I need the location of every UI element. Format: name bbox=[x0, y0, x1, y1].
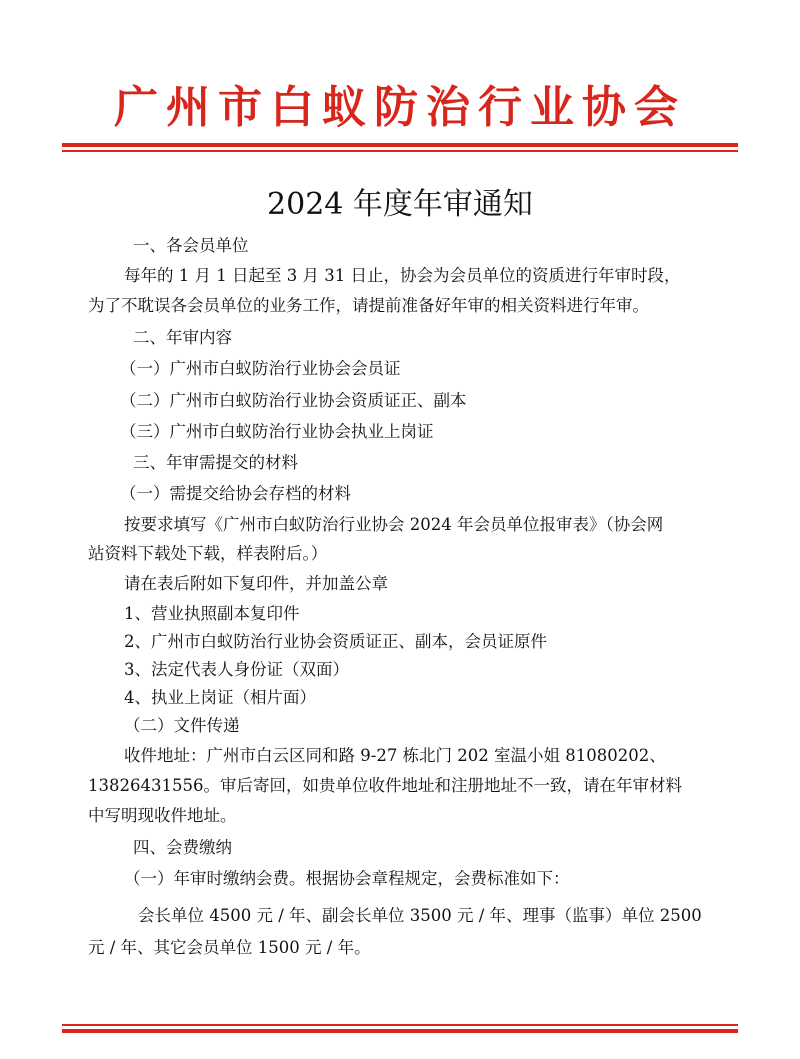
section-3-list-item-1: 1、营业执照副本复印件 bbox=[124, 604, 300, 623]
section-3-list-item-3: 3、法定代表人身份证（双面） bbox=[124, 660, 349, 679]
footer-rule-thick bbox=[62, 1029, 738, 1033]
section-4-fee-line-2: 元 / 年、其它会员单位 1500 元 / 年。 bbox=[88, 938, 371, 957]
section-3-list-item-2: 2、广州市白蚁防治行业协会资质证正、副本，会员证原件 bbox=[124, 632, 547, 651]
section-4-subheading-1: （一）年审时缴纳会费。根据协会章程规定，会费标准如下： bbox=[124, 869, 570, 888]
notice-title: 2024 年度年审通知 bbox=[267, 187, 533, 222]
section-3-paragraph-line-1: 按要求填写《广州市白蚁防治行业协会 2024 年会员单位报审表》（协会网 bbox=[124, 515, 664, 534]
section-2-item-2: （二）广州市白蚁防治行业协会资质证正、副本 bbox=[120, 391, 467, 410]
section-3-subheading-1: （一）需提交给协会存档的材料 bbox=[120, 484, 351, 503]
section-1-heading: 一、各会员单位 bbox=[133, 236, 249, 255]
section-1-paragraph-line-2: 为了不耽误各会员单位的业务工作，请提前准备好年审的相关资料进行年审。 bbox=[88, 296, 649, 315]
section-2-item-1: （一）广州市白蚁防治行业协会会员证 bbox=[120, 359, 401, 378]
section-3-heading: 三、年审需提交的材料 bbox=[133, 453, 298, 472]
org-letterhead: 广州市白蚁防治行业协会 bbox=[114, 82, 686, 133]
section-3-address-line-1: 收件地址：广州市白云区同和路 9-27 栋北门 202 室温小姐 81080202、 bbox=[124, 746, 666, 765]
footer-rule-thin bbox=[62, 1024, 738, 1026]
section-4-fee-line-1: 会长单位 4500 元 / 年、副会长单位 3500 元 / 年、理事（监事）单位 2500 bbox=[138, 906, 702, 925]
section-1-paragraph-line-1: 每年的 1 月 1 日起至 3 月 31 日止，协会为会员单位的资质进行年审时段， bbox=[124, 266, 681, 285]
section-3-paragraph-line-2: 站资料下载处下载，样表附后。） bbox=[88, 544, 328, 563]
section-3-address-line-3: 中写明现收件地址。 bbox=[88, 806, 237, 825]
section-3-list-item-4: 4、执业上岗证（相片面） bbox=[124, 688, 316, 707]
header-rule-thick bbox=[62, 143, 738, 147]
section-2-heading: 二、年审内容 bbox=[133, 328, 232, 347]
section-3-copy-instruction: 请在表后附如下复印件，并加盖公章 bbox=[124, 574, 388, 593]
section-3-address-line-2: 13826431556。审后寄回，如贵单位收件地址和注册地址不一致，请在年审材料 bbox=[88, 776, 682, 795]
section-2-item-3: （三）广州市白蚁防治行业协会执业上岗证 bbox=[120, 422, 434, 441]
header-rule-thin bbox=[62, 150, 738, 152]
section-4-heading: 四、会费缴纳 bbox=[133, 838, 232, 857]
section-3-subheading-2: （二）文件传递 bbox=[124, 716, 240, 735]
